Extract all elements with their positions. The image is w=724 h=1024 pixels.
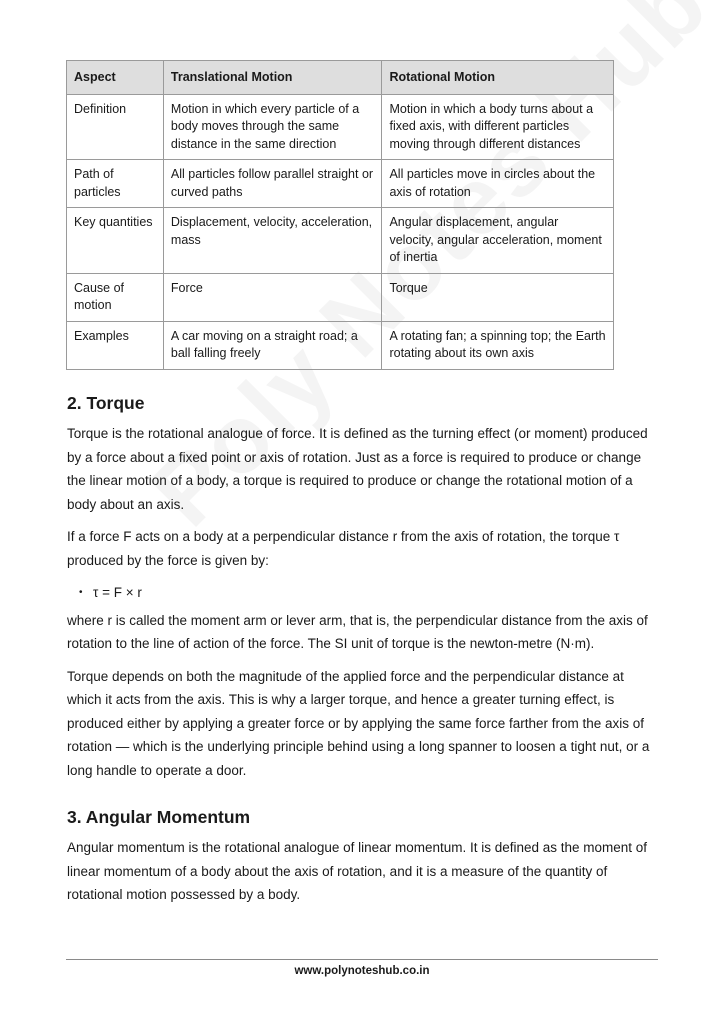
row-rotational: Motion in which a body turns about a fixed axis, with different particles moving through different distances — [382, 94, 614, 160]
header-translational: Translational Motion — [163, 61, 382, 95]
table-row — [67, 94, 614, 160]
row-translational: Displacement, velocity, acceleration, mass — [163, 208, 382, 274]
row-aspect: Path of particles — [67, 160, 164, 208]
row-rotational: All particles move in circles about the axis of rotation — [382, 160, 614, 208]
table-header-row — [67, 61, 614, 95]
section-heading-torque: 2. Torque — [67, 393, 145, 413]
torque-paragraph-1: Torque is the rotational analogue of force. It is defined as the turning effect (or moment) produced by a force about a fixed point or axis of rotation. Just as a force is required to produce or change the linear motion of a body, a torque is required to produce or change the rotational motion of a body about an axis. — [67, 426, 648, 512]
row-aspect: Cause of motion — [67, 273, 164, 321]
torque-paragraph-3: where r is called the moment arm or lever arm, that is, the perpendicular distance from the axis of rotation to the line of action of the force. The SI unit of torque is the newton-metre (N·m). — [67, 612, 648, 651]
row-rotational: Angular displacement, angular velocity, angular acceleration, moment of inertia — [382, 208, 614, 274]
angular-momentum-paragraph-1: Angular momentum is the rotational analogue of linear momentum. It is defined as the moment of linear momentum of a body about the axis of rotation, and it is a measure of the quantity of rotational motion possessed by a body. — [67, 840, 648, 902]
torque-formula: • τ = F × r — [93, 581, 659, 605]
table-row — [67, 273, 614, 321]
section-heading-angular-momentum: 3. Angular Momentum — [67, 807, 251, 827]
row-translational: Motion in which every particle of a body moves through the same distance in the same direction — [163, 94, 382, 160]
row-rotational: A rotating fan; a spinning top; the Earth rotating about its own axis — [382, 321, 614, 369]
row-aspect: Definition — [67, 94, 164, 160]
header-aspect: Aspect — [67, 61, 164, 95]
table-row — [67, 208, 614, 274]
row-translational: All particles follow parallel straight or curved paths — [163, 160, 382, 208]
row-translational: Force — [163, 273, 382, 321]
table-row — [67, 160, 614, 208]
footer-url[interactable]: www.polynoteshub.co.in — [294, 965, 430, 977]
table-row — [67, 321, 614, 369]
torque-paragraph-2: If a force F acts on a body at a perpendicular distance r from the axis of rotation, the torque τ produced by the force is given by: — [67, 529, 620, 568]
row-rotational: Torque — [382, 273, 614, 321]
footer-divider — [66, 959, 658, 960]
formula-list — [67, 581, 659, 605]
header-rotational: Rotational Motion — [382, 61, 614, 95]
row-translational: A car moving on a straight road; a ball falling freely — [163, 321, 382, 369]
torque-paragraph-4: Torque depends on both the magnitude of the applied force and the perpendicular distance at which it acts from the axis. This is why a larger torque, and hence a greater turning effect, is produced either by applying a greater force or by applying the same force farther from the axis of rotation — which is the underlying principle behind using a long spanner to loosen a tight nut, or a long handle to operate a door. — [67, 668, 650, 778]
row-aspect: Key quantities — [67, 208, 164, 274]
row-aspect: Examples — [67, 321, 164, 369]
comparison-table — [66, 60, 614, 370]
body-content — [67, 390, 659, 916]
